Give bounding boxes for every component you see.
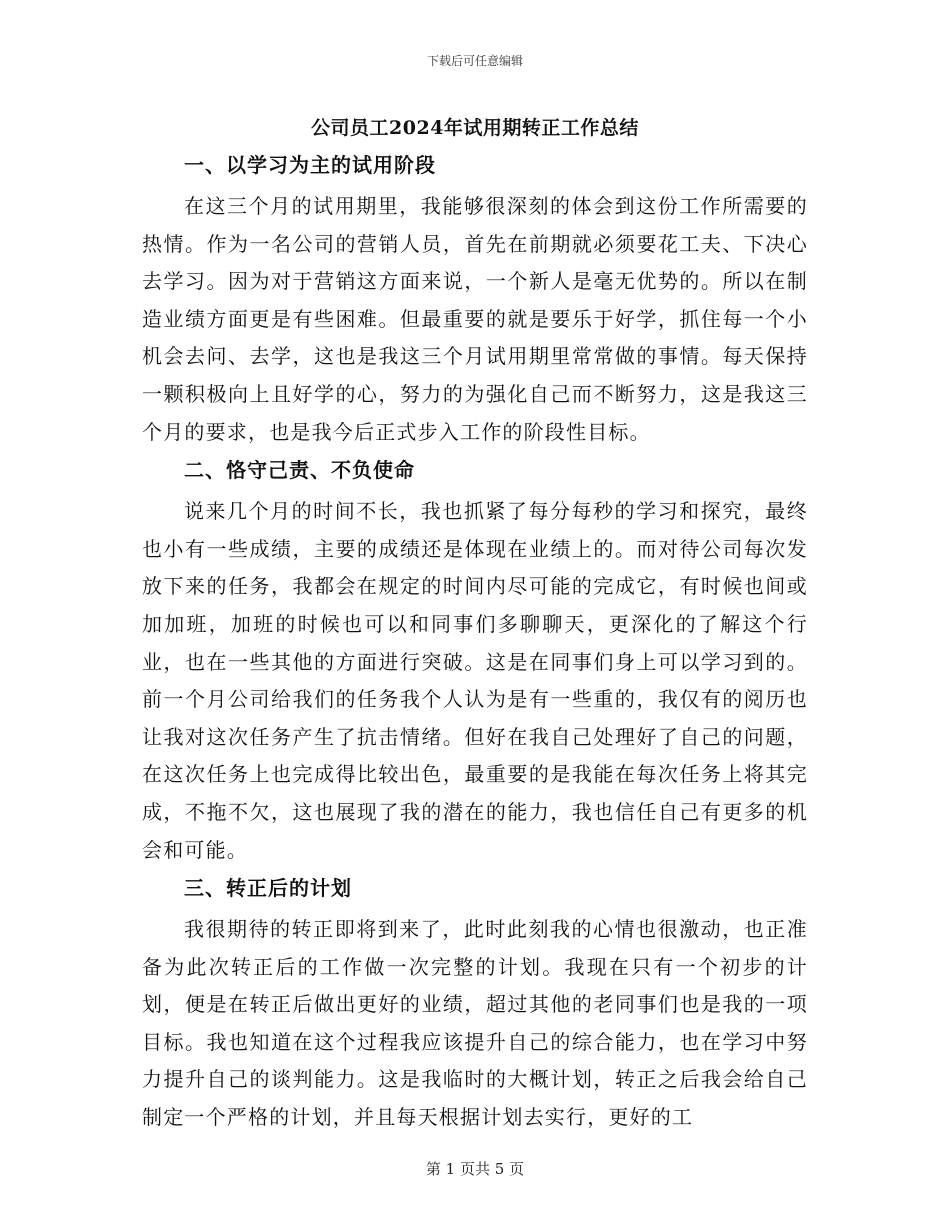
section-paragraph-1: 在这三个月的试用期里，我能够很深刻的体会到这份工作所需要的热情。作为一名公司的营销人员，首先在前期就必须要花工夫、下决心去学习。因为对于营销这方面来说，一个新人是毫无优势的。所以在制造业绩方面更是有些困难。但最重要的就是要乐于好学，抓住每一个小机会去问、去学，这也是我这三个月试用期里常常做的事情。每天保持一颗积极向上且好学的心，努力的为强化自己而不断努力，这是我这三个月的要求，也是我今后正式步入工作的阶段性目标。 [142,194,808,444]
section-paragraph-3: 我很期待的转正即将到来了，此时此刻我的心情也很激动，也正准备为此次转正后的工作做一次完整的计划。我现在只有一个初步的计划，便是在转正后做出更好的业绩，超过其他的老同事们也是我的一项目标。我也知道在这个过程我应该提升自己的综合能力，也在学习中努力提升自己的谈判能力。这是我临时的大概计划，转正之后我会给自己制定一个严格的计划，并且每天根据计划去实行，更好的工 [142,917,808,1130]
header-note: 下载后可任意编辑 [426,54,523,68]
page-number-footer: 第 1 页共 5 页 [425,1160,525,1178]
document-body [142,150,808,1141]
section-paragraph-2: 说来几个月的时间不长，我也抓紧了每分每秒的学习和探究，最终也小有一些成绩，主要的成绩还是体现在业绩上的。而对待公司每次发放下来的任务，我都会在规定的时间内尽可能的完成它，有时候也间或加加班，加班的时候也可以和同事们多聊聊天，更深化的了解这个行业，也在一些其他的方面进行突破。这是在同事们身上可以学习到的。前一个月公司给我们的任务我个人认为是有一些重的，我仅有的阅历也让我对这次任务产生了抗击情绪。但好在我自己处理好了自己的问题，在这次任务上也完成得比较出色，最重要的是我能在每次任务上将其完成，不拖不欠，这也展现了我的潜在的能力，我也信任自己有更多的机会和可能。 [142,499,808,862]
section-heading-2: 二、恪守己责、不负使命 [184,458,415,483]
section-heading-3: 三、转正后的计划 [184,876,352,901]
document-title: 公司员工2024年试用期转正工作总结 [311,117,639,139]
section-heading-1: 一、以学习为主的试用阶段 [184,153,436,177]
